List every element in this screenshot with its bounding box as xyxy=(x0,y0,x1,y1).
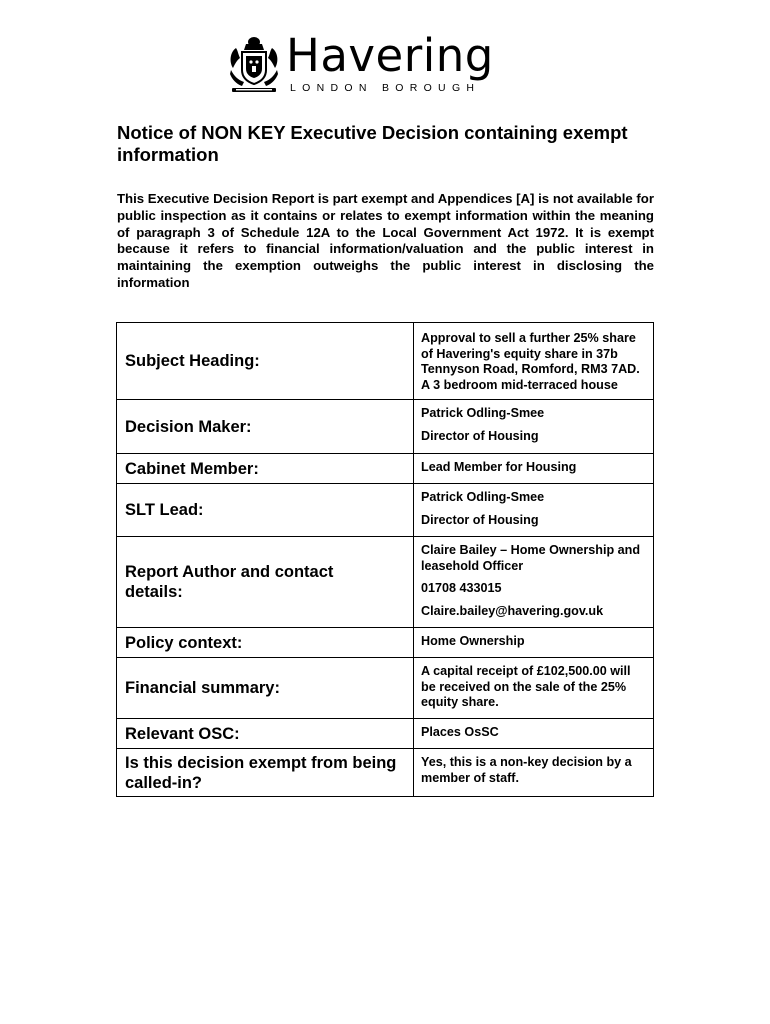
table-row xyxy=(117,454,654,484)
report-author-email[interactable]: Claire.bailey@havering.gov.uk xyxy=(421,603,604,618)
decision-maker-label: Decision Maker: xyxy=(117,400,414,454)
slt-lead-role: Director of Housing xyxy=(421,512,539,527)
slt-lead-value xyxy=(414,484,654,537)
decision-maker-role: Director of Housing xyxy=(421,428,539,443)
report-author-label: Report Author and contact details: xyxy=(117,537,414,628)
call-in-exempt-value: Yes, this is a non-key decision by a member of staff. xyxy=(414,749,654,797)
slt-lead-label: SLT Lead: xyxy=(117,484,414,537)
table-row xyxy=(117,323,654,400)
table-row xyxy=(117,400,654,454)
notice-title: Notice of NON KEY Executive Decision containing exempt information xyxy=(117,122,628,165)
financial-summary-value: A capital receipt of £102,500.00 will be received on the sale of the 25% equity share. xyxy=(414,658,654,719)
table-row xyxy=(117,537,654,628)
table-row xyxy=(117,628,654,658)
report-author-name: Claire Bailey – Home Ownership and leasehold Officer xyxy=(421,543,641,573)
decision-details-table xyxy=(116,322,654,797)
report-author-phone: 01708 433015 xyxy=(421,581,502,595)
subject-heading-label: Subject Heading: xyxy=(117,323,414,400)
slt-lead-name: Patrick Odling-Smee xyxy=(421,490,545,504)
havering-logo xyxy=(226,29,516,98)
table-row xyxy=(117,658,654,719)
policy-context-label: Policy context: xyxy=(117,628,414,658)
decision-maker-value xyxy=(414,400,654,454)
call-in-exempt-label: Is this decision exempt from being called-in? xyxy=(117,749,414,797)
table-row xyxy=(117,719,654,749)
logo-wordmark: Havering xyxy=(286,29,494,82)
decision-maker-name: Patrick Odling-Smee xyxy=(421,406,545,420)
table-row xyxy=(117,484,654,537)
cabinet-member-label: Cabinet Member: xyxy=(117,454,414,484)
logo-subtitle: LONDON BOROUGH xyxy=(290,82,481,94)
relevant-osc-value: Places OsSC xyxy=(414,719,654,749)
report-author-value xyxy=(414,537,654,628)
cabinet-member-value: Lead Member for Housing xyxy=(414,454,654,484)
borough-crest-icon xyxy=(226,34,282,96)
policy-context-value: Home Ownership xyxy=(414,628,654,658)
table-row xyxy=(117,749,654,797)
relevant-osc-label: Relevant OSC: xyxy=(117,719,414,749)
subject-heading-value: Approval to sell a further 25% share of Havering's equity share in 37b Tennyson Road, Romford, RM3 7AD. A 3 bedroom mid-terraced house xyxy=(414,323,654,400)
financial-summary-label: Financial summary: xyxy=(117,658,414,719)
exempt-statement: This Executive Decision Report is part exempt and Appendices [A] is not available for public inspection as it contains or relates to exempt information within the meaning of paragraph 3 of Schedule 12A to the Local Government Act 1972. It is exempt because it refers to financial information/valuation and the public interest in maintaining the exemption outweighs the public interest in disclosing the information xyxy=(117,191,654,290)
